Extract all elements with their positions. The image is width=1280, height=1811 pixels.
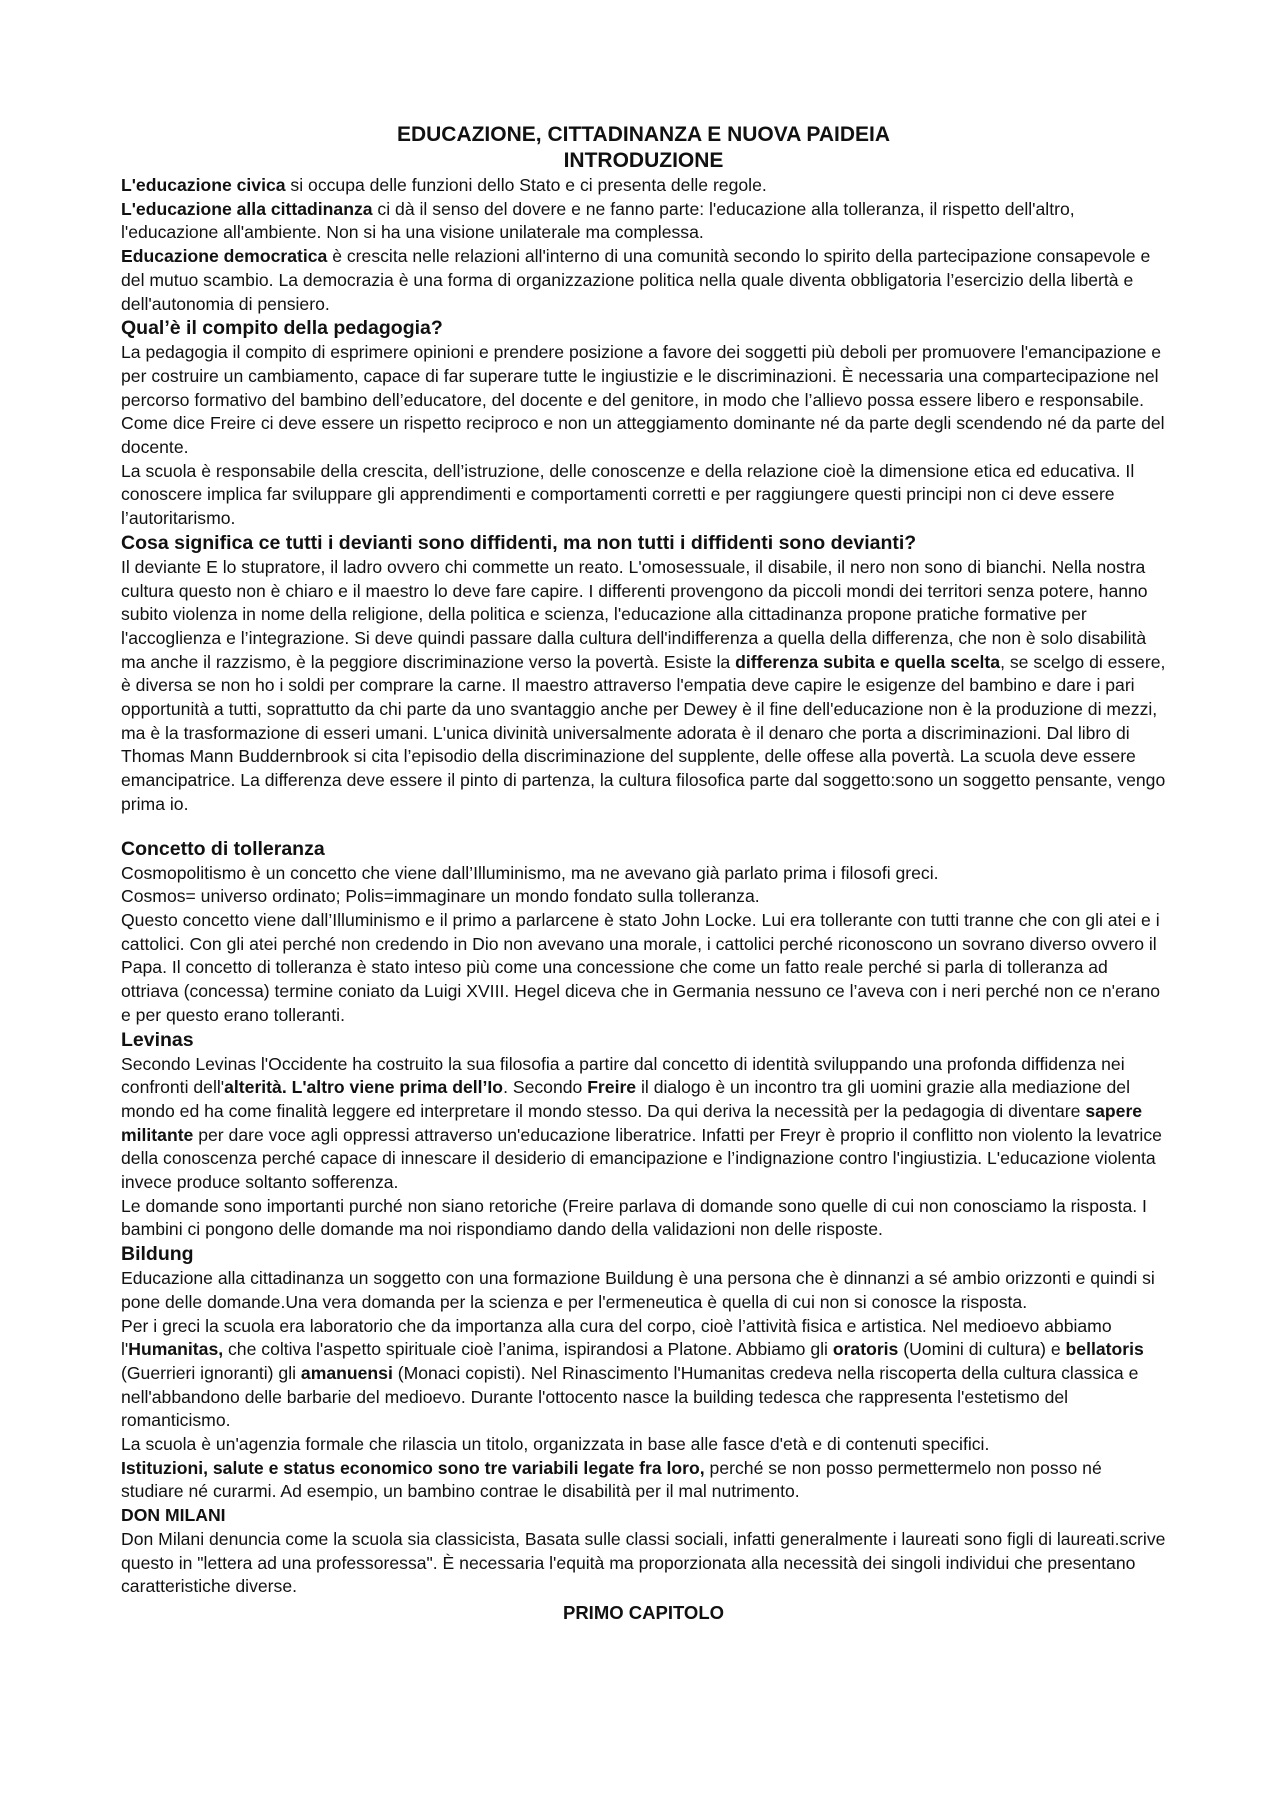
body-paragraph: Cosmopolitismo è un concetto che viene dall’Illuminismo, ma ne avevano già parlato prima i filosofi greci.	[121, 862, 939, 883]
intro-paragraph: L'educazione civica si occupa delle funzioni dello Stato e ci presenta delle regole.	[121, 175, 767, 195]
body-paragraph: Le domande sono importanti purché non siano retoriche (Freire parlava di domande sono quelle di cui non conosciamo la risposta. I bambini ci pongono delle domande ma noi rispondiamo dando della validazioni non delle risposte.	[121, 1195, 1147, 1240]
body-paragraph: La scuola è un'agenzia formale che rilascia un titolo, organizzata in base alle fasce d'età e di contenuti specifici.	[121, 1434, 990, 1455]
section-heading: DON MILANI	[121, 1505, 226, 1526]
body-paragraph: Educazione alla cittadinanza un soggetto con una formazione Buildung è una persona che è dinnanzi a sé ambio orizzonti e quindi si pone delle domande.Una vera domanda per la scienza e per l'ermeneutica è quella di cui non si conosce la risposta.	[121, 1268, 1155, 1312]
document-subtitle: INTRODUZIONE	[563, 149, 724, 172]
body-paragraph: Il deviante E lo stupratore, il ladro ovvero chi commette un reato. L'omosessuale, il disabile, il nero non sono di bianchi. Nella nostra cultura questo non è chiaro e il maestro lo deve fare capire. I differenti provengono da piccoli mondi dei territori senza potere, hanno subito violenza in nome della religione, della politica e scienza, l'educazione alla cittadinanza propone pratiche formative per l'accoglienza e l’integrazione. Si deve quindi passare dalla cultura dell'indifferenza a quella della differenza, che non è solo disabilità ma anche il razzismo, è la peggiore discriminazione verso la povertà. Esiste la differenza subita e quella scelta, se scelgo di essere, è diversa se non ho i soldi per comprare la carne. Il maestro attraverso l'empatia deve capire le esigenze del bambino e dare i pari opportunità a tutti, soprattutto da chi parte da uno svantaggio anche per Dewey è il fine dell'educazione non è la produzione di mezzi, ma è la trasformazione di esseri umani. L'unica divinità universalmente adorata è il denaro che porta a discriminazioni. Dal libro di Thomas Mann Buddernbrook si cita l’episodio della discriminazione del supplente, delle offese alla povertà. La scuola deve essere emancipatrice. La differenza deve essere il pinto di partenza, la cultura filosofica parte dal soggetto:sono un soggetto pensante, vengo prima io.	[121, 556, 1166, 814]
body-paragraph: Istituzioni, salute e status economico sono tre variabili legate fra loro, perché se non posso permettermelo non posso né studiare né curarmi. Ad esempio, un bambino contrae le disabilità per il mal nutrimento.	[121, 1457, 1102, 1502]
spacer	[121, 817, 1166, 837]
intro-term: L'educazione civica	[121, 175, 286, 195]
section-heading: Qual’è il compito della pedagogia?	[121, 317, 443, 340]
section-heading: Bildung	[121, 1243, 194, 1266]
intro-term: L'educazione alla cittadinanza	[121, 198, 373, 219]
section-heading: Levinas	[121, 1028, 194, 1051]
body-paragraph: Secondo Levinas l'Occidente ha costruito la sua filosofia a partire dal concetto di identità sviluppando una profonda diffidenza nei confronti dell'alterità. L'altro viene prima dell’Io. Secondo Freire il dialogo è un incontro tra gli uomini grazie alla mediazione del mondo ed ha come finalità leggere ed interpretare il mondo stesso. Da qui deriva la necessità per la pedagogia di diventare sapere militante per dare voce agli oppressi attraverso un'educazione liberatrice. Infatti per Freyr è proprio il conflitto non violento la levatrice della conoscenza perché capace di innescare il desiderio di emancipazione e l’indignazione contro l'ingiustizia. L'educazione violenta invece produce soltanto sofferenza.	[121, 1053, 1162, 1193]
chapter-footer: PRIMO CAPITOLO	[562, 1601, 725, 1623]
body-paragraph: Cosmos= universo ordinato; Polis=immaginare un mondo fondato sulla tolleranza.	[121, 886, 760, 907]
body-paragraph: Per i greci la scuola era laboratorio che da importanza alla cura del corpo, cioè l’attività fisica e artistica. Nel medioevo abbiamo l'Humanitas, che coltiva l'aspetto spirituale cioè l’anima, ispirandosi a Platone. Abbiamo gli oratoris (Uomini di cultura) e bellatoris (Guerrieri ignoranti) gli amanuensi (Monaci copisti). Nel Rinascimento l'Humanitas credeva nella riscoperta della cultura classica e nell'abbandono delle barbarie del medioevo. Durante l'ottocento nasce la building tedesca che rappresenta l'estetismo del romanticismo.	[121, 1315, 1144, 1431]
intro-term: Educazione democratica	[121, 246, 328, 267]
body-paragraph: La pedagogia il compito di esprimere opinioni e prendere posizione a favore dei soggetti più deboli per promuovere l'emancipazione e per costruire un cambiamento, capace di far superare tutte le ingiustizie e le discriminazioni. È necessaria una compartecipazione nel percorso formativo del bambino dell’educatore, del docente e del genitore, in modo che l’allievo possa essere libero e responsabile. Come dice Freire ci deve essere un rispetto reciproco e non un atteggiamento dominante né da parte degli scendendo né da parte del docente.	[121, 342, 1165, 458]
intro-paragraph: Educazione democratica è crescita nelle relazioni all'interno di una comunità secondo lo spirito della partecipazione consapevole e del mutuo scambio. La democrazia è una forma di organizzazione politica nella quale diventa obbligatoria l’esercizio della libertà e dell'autonomia di pensiero.	[121, 246, 1151, 314]
section-heading: Concetto di tolleranza	[121, 837, 325, 860]
document-page	[121, 122, 1166, 1625]
body-paragraph: Questo concetto viene dall’Illuminismo e il primo a parlarcene è stato John Locke. Lui era tollerante con tutti tranne che con gli atei e i cattolici. Con gli atei perché non credendo in Dio non avevano una morale, i cattolici perché riconoscono un sovrano diverso ovvero il Papa. Il concetto di tolleranza è stato inteso più come una concessione che come un fatto reale perché si parla di tolleranza ad ottriava (concessa) termine coniato da Luigi XVIII. Hegel diceva che in Germania nessuno ce l’aveva con i neri perché non ce n'erano e per questo erano tolleranti.	[121, 909, 1161, 1025]
document-title: EDUCAZIONE, CITTADINANZA E NUOVA PAIDEIA	[396, 123, 891, 146]
body-paragraph: Don Milani denuncia come la scuola sia classicista, Basata sulle classi sociali, infatti generalmente i laureati sono figli di laureati.scrive questo in "lettera ad una professoressa". È necessaria l'equità ma proporzionata alla necessità dei singoli individui che presentano caratteristiche diverse.	[121, 1528, 1166, 1597]
section-heading: Cosa significa ce tutti i devianti sono diffidenti, ma non tutti i diffidenti sono devianti?	[121, 531, 917, 554]
intro-paragraph: L'educazione alla cittadinanza ci dà il senso del dovere e ne fanno parte: l'educazione alla tolleranza, il rispetto dell'altro, l'educazione all'ambiente. Non si ha una visione unilaterale ma complessa.	[121, 198, 1075, 243]
body-paragraph: La scuola è responsabile della crescita, dell’istruzione, delle conoscenze e della relazione cioè la dimensione etica ed educativa. Il conoscere implica far sviluppare gli apprendimenti e comportamenti corretti e per raggiungere questi principi non ci deve essere l’autoritarismo.	[121, 460, 1135, 529]
